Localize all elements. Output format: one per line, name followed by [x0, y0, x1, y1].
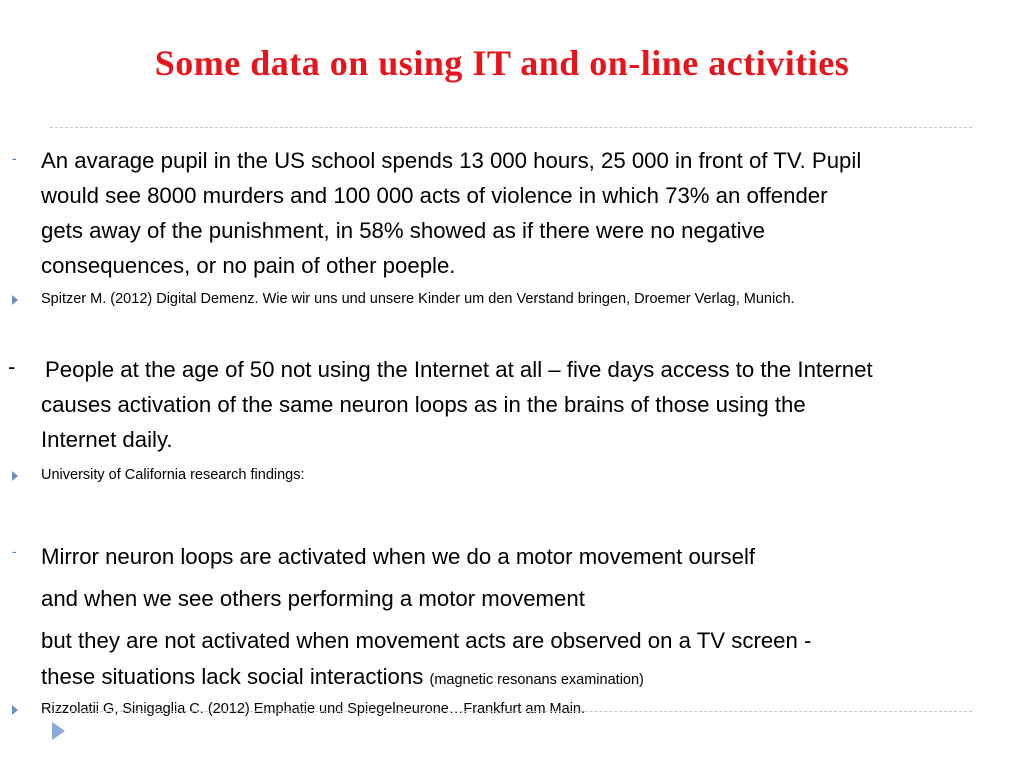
bullet-note: (magnetic resonans examination)	[429, 672, 644, 688]
bullet-line: An avarage pupil in the US school spends 13 000 hours, 25 000 in front of TV. Pupil	[41, 148, 862, 173]
bullet-line: but they are not activated when movement acts are observed on a TV screen -	[41, 628, 812, 653]
bullet-text	[41, 536, 1021, 695]
bullet-line: causes activation of the same neuron loops as in the brains of those using the	[41, 392, 806, 417]
bullet-dash: -	[12, 543, 17, 559]
bullet-text	[41, 143, 1021, 283]
slide-title: Some data on using IT and on-line activities	[154, 43, 850, 83]
bullet-line: Internet daily.	[41, 427, 173, 452]
reference-spitzer: Spitzer M. (2012) Digital Demenz. Wie wir uns und unsere Kinder um den Verstand bringen, Droemer Verlag, Munich.	[41, 291, 795, 307]
bullet-line: would see 8000 murders and 100 000 acts of violence in which 73% an offender	[41, 183, 828, 208]
title-divider	[50, 127, 972, 128]
reference-triangle-icon	[12, 705, 18, 715]
reference-rizzolatti: Rizzolatii G, Sinigaglia C. (2012) Emphatie und Spiegelneurone…Frankfurt am Main.	[41, 701, 586, 717]
bullet-line: gets away of the punishment, in 58% showed as if there were no negative	[41, 218, 765, 243]
bullet-line	[41, 662, 1021, 695]
bullet-text	[41, 352, 1021, 457]
bullet-line: Mirror neuron loops are activated when we do a motor movement ourself	[41, 544, 756, 569]
reference-triangle-icon	[12, 471, 18, 481]
footer-divider	[50, 711, 972, 712]
reference-university-california: University of California research findings:	[41, 467, 305, 483]
reference-triangle-icon	[12, 295, 18, 305]
bullet-line: consequences, or no pain of other poeple.	[41, 253, 456, 278]
bullet-line: and when we see others performing a motor movement	[41, 586, 585, 611]
bullet-line: People at the age of 50 not using the Internet at all – five days access to the Internet	[45, 357, 873, 382]
next-slide-triangle-icon[interactable]	[52, 722, 65, 740]
bullet-dash: -	[8, 354, 16, 379]
bullet-line-text: these situations lack social interactions	[41, 664, 424, 689]
bullet-dash: -	[12, 150, 17, 166]
